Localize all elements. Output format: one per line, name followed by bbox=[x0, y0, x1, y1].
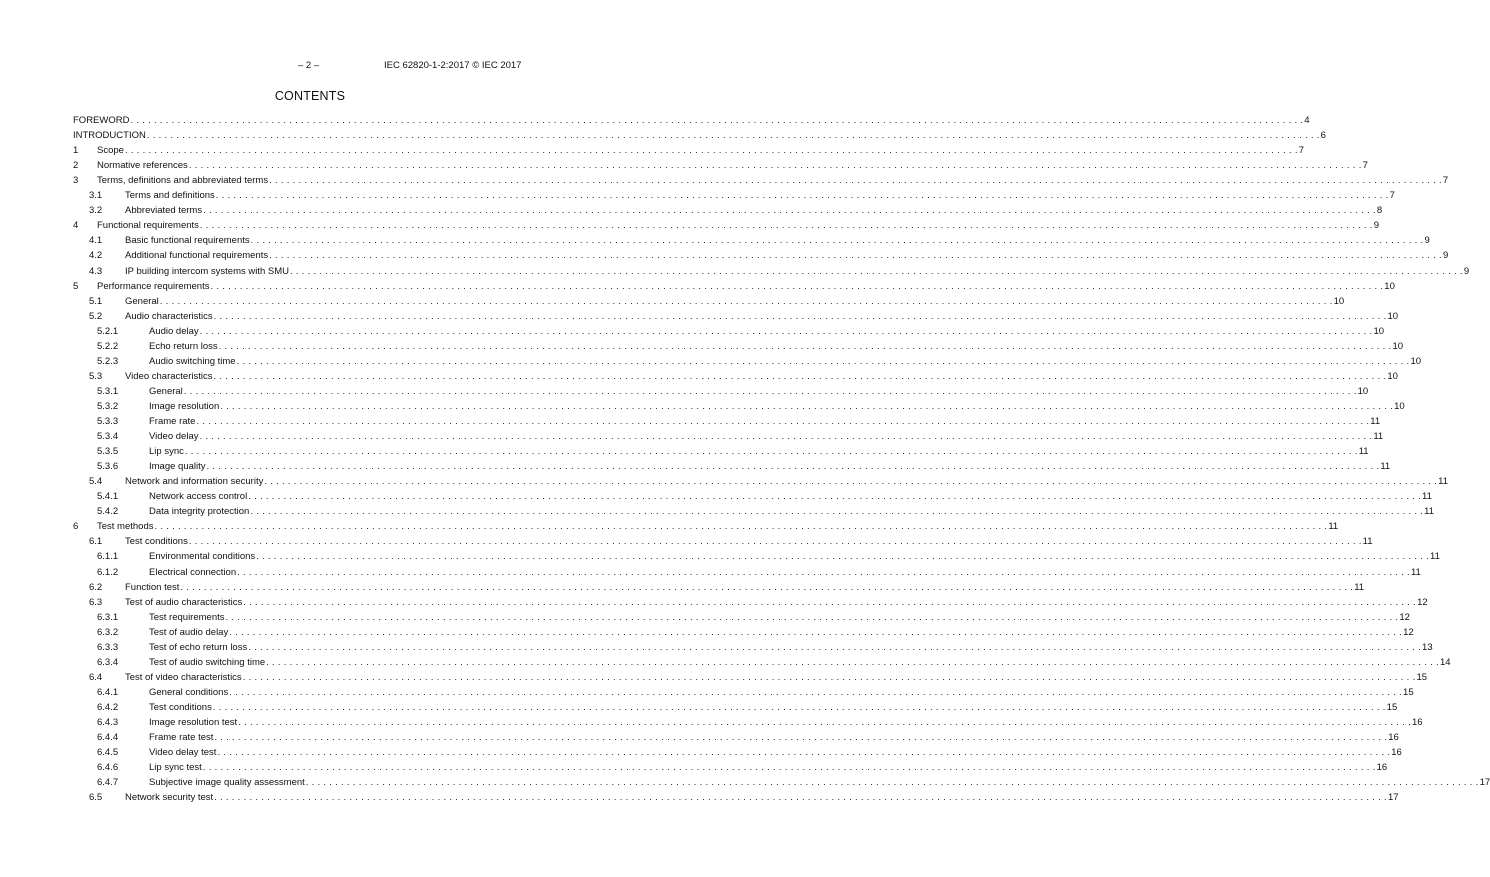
toc-entry-page: 11 bbox=[1328, 521, 1339, 533]
toc-entry-page: 13 bbox=[1422, 641, 1433, 653]
toc-entry[interactable] bbox=[73, 488, 1432, 503]
toc-entry-page: 7 bbox=[1389, 190, 1395, 202]
toc-entry-title: Data integrity protection bbox=[149, 506, 250, 518]
toc-dot-leader: . . . . . . . . . . . . . . . . . . . . . . . . . . . . . . . . . . . . . . . . . . . . . . . . . . . . . . . . . . . . . . . . . . . . . . . . . . . . . . . . . . . . . . . . . . . . . . . . . . . . . . . . . . . . . . . . . . . . . . . . . . . . . . . . . . . . . . . . . . . . . . . . . . . . . . . . . . . . . . . . . . . . . . . . . . . . . . . . . . . . . . . . . . . . . . . . . . . . . . . . bbox=[159, 295, 1333, 307]
toc-dot-leader: . . . . . . . . . . . . . . . . . . . . . . . . . . . . . . . . . . . . . . . . . . . . . . . . . . . . . . . . . . . . . . . . . . . . . . . . . . . . . . . . . . . . . . . . . . . . . . . . . . . . . . . . . . . . . . . . . . . . . . . . . . . . . . . . . . . . . . . . . . . . . . . . . . . . . . . . . . . . . . . . . . . . . . . . . . . . . . . . . . . . . . . . . . . . . . . . . . . . . . . . bbox=[225, 611, 1399, 623]
toc-entry[interactable] bbox=[73, 443, 1369, 458]
toc-entry-page: 10 bbox=[1394, 400, 1405, 412]
toc-dot-leader: . . . . . . . . . . . . . . . . . . . . . . . . . . . . . . . . . . . . . . . . . . . . . . . . . . . . . . . . . . . . . . . . . . . . . . . . . . . . . . . . . . . . . . . . . . . . . . . . . . . . . . . . . . . . . . . . . . . . . . . . . . . . . . . . . . . . . . . . . . . . . . . . . . . . . . . . . . . . . . . . . . . . . . . . . . . . . . . . . . . . . . . . . . . . . . . . . . . . . . . . bbox=[269, 250, 1442, 262]
toc-entry-number: 5.3 bbox=[89, 370, 103, 382]
toc-entry-page: 17 bbox=[1388, 792, 1399, 804]
toc-entry[interactable] bbox=[73, 518, 1339, 533]
toc-entry[interactable] bbox=[73, 579, 1365, 594]
toc-dot-leader: . . . . . . . . . . . . . . . . . . . . . . . . . . . . . . . . . . . . . . . . . . . . . . . . . . . . . . . . . . . . . . . . . . . . . . . . . . . . . . . . . . . . . . . . . . . . . . . . . . . . . . . . . . . . . . . . . . . . . . . . . . . . . . . . . . . . . . . . . . . . . . . . . . . . . . . . . . . . . . . . . . . . . . . . . . . . . . . . . . . . . . . . . . . . . . . . . . . . . . . . bbox=[124, 145, 1298, 157]
toc-dot-leader: . . . . . . . . . . . . . . . . . . . . . . . . . . . . . . . . . . . . . . . . . . . . . . . . . . . . . . . . . . . . . . . . . . . . . . . . . . . . . . . . . . . . . . . . . . . . . . . . . . . . . . . . . . . . . . . . . . . . . . . . . . . . . . . . . . . . . . . . . . . . . . . . . . . . . . . . . . . . . . . . . . . . . . . . . . . . . . . . . . . . . . . . . . . . . . . . . . . . . . . . bbox=[238, 717, 1412, 728]
toc-dot-leader: . . . . . . . . . . . . . . . . . . . . . . . . . . . . . . . . . . . . . . . . . . . . . . . . . . . . . . . . . . . . . . . . . . . . . . . . . . . . . . . . . . . . . . . . . . . . . . . . . . . . . . . . . . . . . . . . . . . . . . . . . . . . . . . . . . . . . . . . . . . . . . . . . . . . . . . . . . . . . . . . . . . . . . . . . . . . . . . . . . . . . . . . . . . . . . . . . . . . . . . . bbox=[236, 355, 1410, 367]
toc-dot-leader: . . . . . . . . . . . . . . . . . . . . . . . . . . . . . . . . . . . . . . . . . . . . . . . . . . . . . . . . . . . . . . . . . . . . . . . . . . . . . . . . . . . . . . . . . . . . . . . . . . . . . . . . . . . . . . . . . . . . . . . . . . . . . . . . . . . . . . . . . . . . . . . . . . . . . . . . . . . . . . . . . . . . . . . . . . . . . . . . . . . . . . . . . . . . . . . . . . . . . . . . bbox=[290, 265, 1463, 277]
toc-entry-number: 2 bbox=[73, 160, 79, 172]
toc-dot-leader: . . . . . . . . . . . . . . . . . . . . . . . . . . . . . . . . . . . . . . . . . . . . . . . . . . . . . . . . . . . . . . . . . . . . . . . . . . . . . . . . . . . . . . . . . . . . . . . . . . . . . . . . . . . . . . . . . . . . . . . . . . . . . . . . . . . . . . . . . . . . . . . . . . . . . . . . . . . . . . . . . . . . . . . . . . . . . . . . . . . . . . . . . . . . . . . . . . . . . . . . bbox=[183, 385, 1357, 397]
toc-dot-leader: . . . . . . . . . . . . . . . . . . . . . . . . . . . . . . . . . . . . . . . . . . . . . . . . . . . . . . . . . . . . . . . . . . . . . . . . . . . . . . . . . . . . . . . . . . . . . . . . . . . . . . . . . . . . . . . . . . . . . . . . . . . . . . . . . . . . . . . . . . . . . . . . . . . . . . . . . . . . . . . . . . . . . . . . . . . . . . . . . . . . . . . . . . . . . . . . . . . . . . . . bbox=[237, 566, 1410, 578]
toc-dot-leader: . . . . . . . . . . . . . . . . . . . . . . . . . . . . . . . . . . . . . . . . . . . . . . . . . . . . . . . . . . . . . . . . . . . . . . . . . . . . . . . . . . . . . . . . . . . . . . . . . . . . . . . . . . . . . . . . . . . . . . . . . . . . . . . . . . . . . . . . . . . . . . . . . . . . . . . . . . . . . . . . . . . . . . . . . . . . . . . . . . . . . . . . . . . . . . . . . . . . . . . . bbox=[250, 506, 1424, 518]
toc-entry-page: 10 bbox=[1410, 355, 1422, 367]
toc-dot-leader: . . . . . . . . . . . . . . . . . . . . . . . . . . . . . . . . . . . . . . . . . . . . . . . . . . . . . . . . . . . . . . . . . . . . . . . . . . . . . . . . . . . . . . . . . . . . . . . . . . . . . . . . . . . . . . . . . . . . . . . . . . . . . . . . . . . . . . . . . . . . . . . . . . . . . . . . . . . . . . . . . . . . . . . . . . . . . . . . . . . . . . . . . . . . . . . . . . . . . . . . bbox=[218, 340, 1392, 352]
toc-entry-title: Test of audio switching time bbox=[149, 656, 266, 668]
toc-entry-page: 9 bbox=[1463, 265, 1470, 277]
toc-entry-page: 11 bbox=[1354, 581, 1365, 593]
toc-entry-title: Performance requirements bbox=[97, 280, 210, 292]
toc-entry-title: Environmental conditions bbox=[149, 551, 256, 563]
page-number: – 2 – bbox=[298, 60, 320, 71]
toc-entry[interactable] bbox=[73, 533, 1373, 548]
toc-entry-number: 6 bbox=[73, 521, 79, 533]
toc-entry-title: Network and information security bbox=[125, 476, 264, 488]
toc-entry-title: Test conditions bbox=[125, 536, 188, 548]
toc-dot-leader: . . . . . . . . . . . . . . . . . . . . . . . . . . . . . . . . . . . . . . . . . . . . . . . . . . . . . . . . . . . . . . . . . . . . . . . . . . . . . . . . . . . . . . . . . . . . . . . . . . . . . . . . . . . . . . . . . . . . . . . . . . . . . . . . . . . . . . . . . . . . . . . . . . . . . . . . . . . . . . . . . . . . . . . . . . . . . . . . . . . . . . . . . . . . . . . . . . . . . . . . bbox=[203, 205, 1376, 217]
toc-entry-title: Subjective image quality assessment bbox=[149, 777, 305, 789]
toc-entry-number: 3.1 bbox=[89, 190, 103, 202]
toc-entry-number: 6.4.6 bbox=[97, 762, 119, 774]
page-title: CONTENTS bbox=[274, 89, 346, 103]
toc-dot-leader: . . . . . . . . . . . . . . . . . . . . . . . . . . . . . . . . . . . . . . . . . . . . . . . . . . . . . . . . . . . . . . . . . . . . . . . . . . . . . . . . . . . . . . . . . . . . . . . . . . . . . . . . . . . . . . . . . . . . . . . . . . . . . . . . . . . . . . . . . . . . . . . . . . . . . . . . . . . . . . . . . . . . . . . . . . . . . . . . . . . . . . . . . . . . . . . . . . . . . . . . bbox=[188, 536, 1362, 548]
toc-entry-page: 11 bbox=[1438, 476, 1449, 488]
toc-entry-page: 9 bbox=[1442, 250, 1449, 262]
toc-entry[interactable] bbox=[73, 458, 1391, 473]
toc-entry-title: Lip sync test bbox=[149, 762, 202, 774]
toc-entry[interactable] bbox=[73, 428, 1384, 443]
toc-entry-title: Terms and definitions bbox=[125, 190, 215, 202]
toc-entry-title: Normative references bbox=[97, 160, 188, 172]
toc-entry[interactable] bbox=[73, 172, 1449, 187]
toc-entry[interactable] bbox=[73, 232, 1430, 247]
toc-entry-number: 6.3.1 bbox=[97, 611, 119, 623]
toc-entry[interactable] bbox=[73, 564, 1421, 579]
toc-entry-title: Terms, definitions and abbreviated terms bbox=[97, 175, 269, 187]
toc-entry-number: 5.1 bbox=[89, 295, 103, 307]
toc-entry-number: 5.2.3 bbox=[97, 355, 119, 367]
toc-entry-number: 6.5 bbox=[89, 792, 103, 804]
toc-entry-title: Echo return loss bbox=[149, 340, 218, 352]
toc-dot-leader: . . . . . . . . . . . . . . . . . . . . . . . . . . . . . . . . . . . . . . . . . . . . . . . . . . . . . . . . . . . . . . . . . . . . . . . . . . . . . . . . . . . . . . . . . . . . . . . . . . . . . . . . . . . . . . . . . . . . . . . . . . . . . . . . . . . . . . . . . . . . . . . . . . . . . . . . . . . . . . . . . . . . . . . . . . . . . . . . . . . . . . . . . . . . . . . . . . . . . . . . bbox=[212, 701, 1386, 713]
toc-entry-page: 15 bbox=[1416, 671, 1428, 683]
toc-entry[interactable] bbox=[73, 127, 1326, 142]
toc-entry-title: Video delay bbox=[149, 431, 199, 443]
toc-entry-page: 10 bbox=[1392, 340, 1404, 352]
toc-entry-title: General bbox=[125, 295, 159, 307]
toc-dot-leader: . . . . . . . . . . . . . . . . . . . . . . . . . . . . . . . . . . . . . . . . . . . . . . . . . . . . . . . . . . . . . . . . . . . . . . . . . . . . . . . . . . . . . . . . . . . . . . . . . . . . . . . . . . . . . . . . . . . . . . . . . . . . . . . . . . . . . . . . . . . . . . . . . . . . . . . . . . . . . . . . . . . . . . . . . . . . . . . . . . . . . . . . . . . . . . . . . . . . . . . . bbox=[229, 626, 1403, 638]
toc-entry-title: Lip sync bbox=[149, 446, 184, 458]
toc-entry-page: 16 bbox=[1391, 747, 1402, 759]
toc-entry[interactable] bbox=[73, 473, 1449, 488]
toc-entry[interactable] bbox=[73, 142, 1305, 157]
toc-entry[interactable] bbox=[73, 669, 1428, 684]
toc-entry-title: General conditions bbox=[149, 686, 229, 698]
toc-entry-page: 16 bbox=[1388, 732, 1399, 744]
toc-dot-leader: . . . . . . . . . . . . . . . . . . . . . . . . . . . . . . . . . . . . . . . . . . . . . . . . . . . . . . . . . . . . . . . . . . . . . . . . . . . . . . . . . . . . . . . . . . . . . . . . . . . . . . . . . . . . . . . . . . . . . . . . . . . . . . . . . . . . . . . . . . . . . . . . . . . . . . . . . . . . . . . . . . . . . . . . . . . . . . . . . . . . . . . . . . . . . . . . . . . . . . . . bbox=[154, 521, 1328, 533]
toc-entry-page: 11 bbox=[1410, 566, 1421, 578]
toc-entry[interactable] bbox=[73, 293, 1345, 308]
toc-entry[interactable] bbox=[73, 759, 1388, 774]
toc-entry[interactable] bbox=[73, 112, 1310, 127]
toc-entry-number: 5.4.1 bbox=[97, 491, 119, 503]
toc-entry-page: 10 bbox=[1333, 295, 1345, 307]
toc-dot-leader: . . . . . . . . . . . . . . . . . . . . . . . . . . . . . . . . . . . . . . . . . . . . . . . . . . . . . . . . . . . . . . . . . . . . . . . . . . . . . . . . . . . . . . . . . . . . . . . . . . . . . . . . . . . . . . . . . . . . . . . . . . . . . . . . . . . . . . . . . . . . . . . . . . . . . . . . . . . . . . . . . . . . . . . . . . . . . . . . . . . . . . . . . . . . . . . . . . . . . . . . bbox=[250, 235, 1424, 247]
toc-entry-number: 4.3 bbox=[89, 265, 103, 277]
toc-entry-title: Test requirements bbox=[149, 611, 225, 623]
toc-entry-page: 4 bbox=[1304, 115, 1310, 126]
toc-dot-leader: . . . . . . . . . . . . . . . . . . . . . . . . . . . . . . . . . . . . . . . . . . . . . . . . . . . . . . . . . . . . . . . . . . . . . . . . . . . . . . . . . . . . . . . . . . . . . . . . . . . . . . . . . . . . . . . . . . . . . . . . . . . . . . . . . . . . . . . . . . . . . . . . . . . . . . . . . . . . . . . . . . . . . . . . . . . . . . . . . . . . . . . . . . . . . . . . . . . . . . . . bbox=[305, 777, 1479, 789]
toc-dot-leader: . . . . . . . . . . . . . . . . . . . . . . . . . . . . . . . . . . . . . . . . . . . . . . . . . . . . . . . . . . . . . . . . . . . . . . . . . . . . . . . . . . . . . . . . . . . . . . . . . . . . . . . . . . . . . . . . . . . . . . . . . . . . . . . . . . . . . . . . . . . . . . . . . . . . . . . . . . . . . . . . . . . . . . . . . . . . . . . . . . . . . . . . . . . . . . . . . . . . . . . . bbox=[243, 596, 1417, 608]
toc-entry[interactable] bbox=[73, 609, 1410, 624]
toc-dot-leader: . . . . . . . . . . . . . . . . . . . . . . . . . . . . . . . . . . . . . . . . . . . . . . . . . . . . . . . . . . . . . . . . . . . . . . . . . . . . . . . . . . . . . . . . . . . . . . . . . . . . . . . . . . . . . . . . . . . . . . . . . . . . . . . . . . . . . . . . . . . . . . . . . . . . . . . . . . . . . . . . . . . . . . . . . . . . . . . . . . . . . . . . . . . . . . . . . . . . . . . . bbox=[206, 461, 1380, 473]
toc-entry-number: 6.1.2 bbox=[97, 566, 119, 578]
toc-entry-title: Test of video characteristics bbox=[125, 671, 242, 683]
toc-entry-page: 7 bbox=[1442, 175, 1449, 187]
toc-entry-page: 10 bbox=[1387, 370, 1398, 382]
toc-entry-page: 16 bbox=[1376, 762, 1388, 774]
toc-entry-title: Test of audio delay bbox=[149, 626, 229, 638]
toc-entry[interactable] bbox=[73, 789, 1399, 804]
toc-entry-title: Test of audio characteristics bbox=[125, 596, 243, 608]
toc-entry-number: 5.4 bbox=[89, 476, 103, 488]
toc-dot-leader: . . . . . . . . . . . . . . . . . . . . . . . . . . . . . . . . . . . . . . . . . . . . . . . . . . . . . . . . . . . . . . . . . . . . . . . . . . . . . . . . . . . . . . . . . . . . . . . . . . . . . . . . . . . . . . . . . . . . . . . . . . . . . . . . . . . . . . . . . . . . . . . . . . . . . . . . . . . . . . . . . . . . . . . . . . . . . . . . . . . . . . . . . . . . . . . . . . . . . . . . bbox=[130, 115, 1304, 126]
toc-entry[interactable] bbox=[73, 202, 1383, 217]
toc-entry-number: 6.1.1 bbox=[97, 551, 119, 563]
toc-entry[interactable] bbox=[73, 217, 1380, 232]
toc-entry[interactable] bbox=[73, 729, 1399, 744]
toc-dot-leader: . . . . . . . . . . . . . . . . . . . . . . . . . . . . . . . . . . . . . . . . . . . . . . . . . . . . . . . . . . . . . . . . . . . . . . . . . . . . . . . . . . . . . . . . . . . . . . . . . . . . . . . . . . . . . . . . . . . . . . . . . . . . . . . . . . . . . . . . . . . . . . . . . . . . . . . . . . . . . . . . . . . . . . . . . . . . . . . . . . . . . . . . . . . . . . . . . . . . . . . . bbox=[256, 551, 1429, 563]
toc-entry-title: FOREWORD bbox=[73, 115, 130, 126]
toc-entry-page: 10 bbox=[1373, 325, 1385, 337]
toc-entry[interactable] bbox=[73, 338, 1404, 353]
toc-entry-number: 6.3.3 bbox=[97, 641, 119, 653]
toc-entry-title: Image resolution test bbox=[149, 717, 238, 728]
toc-entry-title: Audio characteristics bbox=[125, 310, 213, 322]
toc-entry-number: 6.4 bbox=[89, 671, 103, 683]
toc-entry-title: Electrical connection bbox=[149, 566, 237, 578]
toc-dot-leader: . . . . . . . . . . . . . . . . . . . . . . . . . . . . . . . . . . . . . . . . . . . . . . . . . . . . . . . . . . . . . . . . . . . . . . . . . . . . . . . . . . . . . . . . . . . . . . . . . . . . . . . . . . . . . . . . . . . . . . . . . . . . . . . . . . . . . . . . . . . . . . . . . . . . . . . . . . . . . . . . . . . . . . . . . . . . . . . . . . . . . . . . . . . . . . . . . . . . . . . . bbox=[146, 130, 1320, 142]
toc-dot-leader: . . . . . . . . . . . . . . . . . . . . . . . . . . . . . . . . . . . . . . . . . . . . . . . . . . . . . . . . . . . . . . . . . . . . . . . . . . . . . . . . . . . . . . . . . . . . . . . . . . . . . . . . . . . . . . . . . . . . . . . . . . . . . . . . . . . . . . . . . . . . . . . . . . . . . . . . . . . . . . . . . . . . . . . . . . . . . . . . . . . . . . . . . . . . . . . . . . . . . . . . bbox=[248, 641, 1422, 653]
toc-dot-leader: . . . . . . . . . . . . . . . . . . . . . . . . . . . . . . . . . . . . . . . . . . . . . . . . . . . . . . . . . . . . . . . . . . . . . . . . . . . . . . . . . . . . . . . . . . . . . . . . . . . . . . . . . . . . . . . . . . . . . . . . . . . . . . . . . . . . . . . . . . . . . . . . . . . . . . . . . . . . . . . . . . . . . . . . . . . . . . . . . . . . . . . . . . . . . . . . . . . . . . . . bbox=[214, 732, 1388, 744]
toc-entry[interactable] bbox=[73, 548, 1440, 563]
toc-entry-number: 6.3.4 bbox=[97, 656, 119, 668]
toc-entry[interactable] bbox=[73, 323, 1385, 338]
toc-entry-page: 11 bbox=[1429, 551, 1440, 563]
toc-entry-page: 9 bbox=[1373, 220, 1380, 232]
toc-entry-page: 10 bbox=[1384, 280, 1395, 292]
toc-entry-title: Additional functional requirements bbox=[125, 250, 269, 262]
toc-entry-number: 1 bbox=[73, 145, 79, 157]
toc-entry-page: 10 bbox=[1357, 385, 1369, 397]
toc-entry-title: INTRODUCTION bbox=[73, 130, 146, 142]
toc-entry-number: 6.4.2 bbox=[97, 701, 119, 713]
toc-entry-page: 12 bbox=[1417, 596, 1428, 608]
toc-entry-page: 7 bbox=[1298, 145, 1305, 157]
toc-entry-number: 6.2 bbox=[89, 581, 103, 593]
toc-entry-title: Function test bbox=[125, 581, 180, 593]
toc-entry-title: Network security test bbox=[125, 792, 214, 804]
toc-entry[interactable] bbox=[73, 714, 1423, 729]
toc-entry-number: 6.3.2 bbox=[97, 626, 119, 638]
toc-dot-leader: . . . . . . . . . . . . . . . . . . . . . . . . . . . . . . . . . . . . . . . . . . . . . . . . . . . . . . . . . . . . . . . . . . . . . . . . . . . . . . . . . . . . . . . . . . . . . . . . . . . . . . . . . . . . . . . . . . . . . . . . . . . . . . . . . . . . . . . . . . . . . . . . . . . . . . . . . . . . . . . . . . . . . . . . . . . . . . . . . . . . . . . . . . . . . . . . . . . . . . . . bbox=[242, 671, 1416, 683]
toc-dot-leader: . . . . . . . . . . . . . . . . . . . . . . . . . . . . . . . . . . . . . . . . . . . . . . . . . . . . . . . . . . . . . . . . . . . . . . . . . . . . . . . . . . . . . . . . . . . . . . . . . . . . . . . . . . . . . . . . . . . . . . . . . . . . . . . . . . . . . . . . . . . . . . . . . . . . . . . . . . . . . . . . . . . . . . . . . . . . . . . . . . . . . . . . . . . . . . . . . . . . . . . . bbox=[199, 431, 1373, 443]
toc-entry[interactable] bbox=[73, 684, 1414, 699]
toc-entry-page: 11 bbox=[1380, 461, 1391, 473]
toc-dot-leader: . . . . . . . . . . . . . . . . . . . . . . . . . . . . . . . . . . . . . . . . . . . . . . . . . . . . . . . . . . . . . . . . . . . . . . . . . . . . . . . . . . . . . . . . . . . . . . . . . . . . . . . . . . . . . . . . . . . . . . . . . . . . . . . . . . . . . . . . . . . . . . . . . . . . . . . . . . . . . . . . . . . . . . . . . . . . . . . . . . . . . . . . . . . . . . . . . . . . . . . . bbox=[264, 476, 1438, 488]
toc-entry-page: 11 bbox=[1424, 506, 1435, 518]
toc-entry-number: 6.4.3 bbox=[97, 717, 119, 728]
toc-entry[interactable] bbox=[73, 413, 1381, 428]
toc-entry[interactable] bbox=[73, 594, 1428, 609]
toc-entry-number: 5.2.1 bbox=[97, 325, 119, 337]
toc-dot-leader: . . . . . . . . . . . . . . . . . . . . . . . . . . . . . . . . . . . . . . . . . . . . . . . . . . . . . . . . . . . . . . . . . . . . . . . . . . . . . . . . . . . . . . . . . . . . . . . . . . . . . . . . . . . . . . . . . . . . . . . . . . . . . . . . . . . . . . . . . . . . . . . . . . . . . . . . . . . . . . . . . . . . . . . . . . . . . . . . . . . . . . . . . . . . . . . . . . . . . . . . bbox=[229, 686, 1403, 698]
toc-dot-leader: . . . . . . . . . . . . . . . . . . . . . . . . . . . . . . . . . . . . . . . . . . . . . . . . . . . . . . . . . . . . . . . . . . . . . . . . . . . . . . . . . . . . . . . . . . . . . . . . . . . . . . . . . . . . . . . . . . . . . . . . . . . . . . . . . . . . . . . . . . . . . . . . . . . . . . . . . . . . . . . . . . . . . . . . . . . . . . . . . . . . . . . . . . . . . . . . . . . . . . . . bbox=[184, 446, 1358, 458]
toc-entry-page: 14 bbox=[1440, 656, 1451, 668]
toc-entry-title: Test methods bbox=[97, 521, 154, 533]
toc-entry-page: 11 bbox=[1370, 416, 1381, 427]
toc-entry-number: 6.1 bbox=[89, 536, 103, 548]
toc-entry[interactable] bbox=[73, 187, 1395, 202]
toc-entry[interactable] bbox=[73, 699, 1398, 714]
toc-entry-title: Video characteristics bbox=[125, 370, 213, 382]
toc-entry-number: 4.2 bbox=[89, 250, 103, 262]
toc-entry-title: General bbox=[149, 385, 183, 397]
toc-entry[interactable] bbox=[73, 398, 1405, 413]
toc-entry-title: Abbreviated terms bbox=[125, 205, 203, 217]
toc-entry[interactable] bbox=[73, 278, 1395, 293]
toc-dot-leader: . . . . . . . . . . . . . . . . . . . . . . . . . . . . . . . . . . . . . . . . . . . . . . . . . . . . . . . . . . . . . . . . . . . . . . . . . . . . . . . . . . . . . . . . . . . . . . . . . . . . . . . . . . . . . . . . . . . . . . . . . . . . . . . . . . . . . . . . . . . . . . . . . . . . . . . . . . . . . . . . . . . . . . . . . . . . . . . . . . . . . . . . . . . . . . . . . . . . . . . . bbox=[213, 310, 1387, 322]
toc-entry-number: 5.3.1 bbox=[97, 385, 119, 397]
toc-entry-page: 12 bbox=[1399, 611, 1410, 623]
toc-entry-page: 11 bbox=[1362, 536, 1373, 548]
toc-dot-leader: . . . . . . . . . . . . . . . . . . . . . . . . . . . . . . . . . . . . . . . . . . . . . . . . . . . . . . . . . . . . . . . . . . . . . . . . . . . . . . . . . . . . . . . . . . . . . . . . . . . . . . . . . . . . . . . . . . . . . . . . . . . . . . . . . . . . . . . . . . . . . . . . . . . . . . . . . . . . . . . . . . . . . . . . . . . . . . . . . . . . . . . . . . . . . . . . . . . . . . . . bbox=[188, 160, 1362, 172]
toc-entry-number: 5.3.5 bbox=[97, 446, 119, 458]
toc-dot-leader: . . . . . . . . . . . . . . . . . . . . . . . . . . . . . . . . . . . . . . . . . . . . . . . . . . . . . . . . . . . . . . . . . . . . . . . . . . . . . . . . . . . . . . . . . . . . . . . . . . . . . . . . . . . . . . . . . . . . . . . . . . . . . . . . . . . . . . . . . . . . . . . . . . . . . . . . . . . . . . . . . . . . . . . . . . . . . . . . . . . . . . . . . . . . . . . . . . . . . . . . bbox=[210, 280, 1384, 292]
toc-entry[interactable] bbox=[73, 308, 1399, 323]
toc-entry-number: 5.4.2 bbox=[97, 506, 119, 518]
toc-entry-page: 10 bbox=[1387, 310, 1399, 322]
toc-entry-number: 4.1 bbox=[89, 235, 103, 247]
toc-entry-page: 8 bbox=[1376, 205, 1383, 217]
toc-entry-page: 11 bbox=[1422, 491, 1432, 503]
toc-entry-page: 16 bbox=[1412, 717, 1423, 728]
toc-entry-number: 3 bbox=[73, 175, 79, 187]
toc-entry[interactable] bbox=[73, 774, 1490, 789]
toc-entry-title: IP building intercom systems with SMU bbox=[125, 265, 290, 277]
toc-dot-leader: . . . . . . . . . . . . . . . . . . . . . . . . . . . . . . . . . . . . . . . . . . . . . . . . . . . . . . . . . . . . . . . . . . . . . . . . . . . . . . . . . . . . . . . . . . . . . . . . . . . . . . . . . . . . . . . . . . . . . . . . . . . . . . . . . . . . . . . . . . . . . . . . . . . . . . . . . . . . . . . . . . . . . . . . . . . . . . . . . . . . . . . . . . . . . . . . . . . . . . . . bbox=[215, 190, 1389, 202]
toc-entry[interactable] bbox=[73, 744, 1402, 759]
toc-entry[interactable] bbox=[73, 263, 1470, 278]
toc-entry-number: 6.4.4 bbox=[97, 732, 119, 744]
toc-entry-number: 5 bbox=[73, 280, 79, 292]
toc-entry-page: 6 bbox=[1320, 130, 1326, 142]
toc-entry-title: Frame rate bbox=[149, 416, 196, 427]
toc-entry-page: 15 bbox=[1403, 686, 1414, 698]
toc-dot-leader: . . . . . . . . . . . . . . . . . . . . . . . . . . . . . . . . . . . . . . . . . . . . . . . . . . . . . . . . . . . . . . . . . . . . . . . . . . . . . . . . . . . . . . . . . . . . . . . . . . . . . . . . . . . . . . . . . . . . . . . . . . . . . . . . . . . . . . . . . . . . . . . . . . . . . . . . . . . . . . . . . . . . . . . . . . . . . . . . . . . . . . . . . . . . . . . . . . . . . . . . bbox=[199, 220, 1373, 232]
toc-entry-page: 7 bbox=[1362, 160, 1368, 172]
toc-entry-title: Image quality bbox=[149, 461, 206, 473]
toc-dot-leader: . . . . . . . . . . . . . . . . . . . . . . . . . . . . . . . . . . . . . . . . . . . . . . . . . . . . . . . . . . . . . . . . . . . . . . . . . . . . . . . . . . . . . . . . . . . . . . . . . . . . . . . . . . . . . . . . . . . . . . . . . . . . . . . . . . . . . . . . . . . . . . . . . . . . . . . . . . . . . . . . . . . . . . . . . . . . . . . . . . . . . . . . . . . . . . . . . . . . . . . . bbox=[199, 325, 1373, 337]
toc-dot-leader: . . . . . . . . . . . . . . . . . . . . . . . . . . . . . . . . . . . . . . . . . . . . . . . . . . . . . . . . . . . . . . . . . . . . . . . . . . . . . . . . . . . . . . . . . . . . . . . . . . . . . . . . . . . . . . . . . . . . . . . . . . . . . . . . . . . . . . . . . . . . . . . . . . . . . . . . . . . . . . . . . . . . . . . . . . . . . . . . . . . . . . . . . . . . . . . . . . . . . . . . bbox=[213, 370, 1387, 382]
toc-entry-page: 12 bbox=[1403, 626, 1414, 638]
toc-entry-number: 6.4.1 bbox=[97, 686, 119, 698]
toc-entry-page: 15 bbox=[1386, 701, 1398, 713]
toc-entry-number: 4 bbox=[73, 220, 79, 232]
toc-entry-title: Image resolution bbox=[149, 400, 220, 412]
toc-entry-title: Audio switching time bbox=[149, 355, 236, 367]
toc-entry-number: 5.2 bbox=[89, 310, 103, 322]
toc-entry[interactable] bbox=[73, 368, 1398, 383]
toc-dot-leader: . . . . . . . . . . . . . . . . . . . . . . . . . . . . . . . . . . . . . . . . . . . . . . . . . . . . . . . . . . . . . . . . . . . . . . . . . . . . . . . . . . . . . . . . . . . . . . . . . . . . . . . . . . . . . . . . . . . . . . . . . . . . . . . . . . . . . . . . . . . . . . . . . . . . . . . . . . . . . . . . . . . . . . . . . . . . . . . . . . . . . . . . . . . . . . . . . . . . . . . . bbox=[196, 416, 1370, 427]
toc-dot-leader: . . . . . . . . . . . . . . . . . . . . . . . . . . . . . . . . . . . . . . . . . . . . . . . . . . . . . . . . . . . . . . . . . . . . . . . . . . . . . . . . . . . . . . . . . . . . . . . . . . . . . . . . . . . . . . . . . . . . . . . . . . . . . . . . . . . . . . . . . . . . . . . . . . . . . . . . . . . . . . . . . . . . . . . . . . . . . . . . . . . . . . . . . . . . . . . . . . . . . . . . bbox=[202, 762, 1376, 774]
toc-entry-page: 9 bbox=[1424, 235, 1430, 247]
toc-dot-leader: . . . . . . . . . . . . . . . . . . . . . . . . . . . . . . . . . . . . . . . . . . . . . . . . . . . . . . . . . . . . . . . . . . . . . . . . . . . . . . . . . . . . . . . . . . . . . . . . . . . . . . . . . . . . . . . . . . . . . . . . . . . . . . . . . . . . . . . . . . . . . . . . . . . . . . . . . . . . . . . . . . . . . . . . . . . . . . . . . . . . . . . . . . . . . . . . . . . . . . . . bbox=[214, 792, 1387, 804]
toc-entry-title: Scope bbox=[97, 145, 124, 157]
toc-entry-title: Frame rate test bbox=[149, 732, 214, 744]
toc-entry-title: Basic functional requirements bbox=[125, 235, 250, 247]
toc-entry-number: 5.3.6 bbox=[97, 461, 119, 473]
toc-entry[interactable] bbox=[73, 639, 1433, 654]
toc-entry[interactable] bbox=[73, 503, 1435, 518]
toc-entry[interactable] bbox=[73, 353, 1422, 368]
toc-entry-number: 5.3.3 bbox=[97, 416, 119, 427]
toc-dot-leader: . . . . . . . . . . . . . . . . . . . . . . . . . . . . . . . . . . . . . . . . . . . . . . . . . . . . . . . . . . . . . . . . . . . . . . . . . . . . . . . . . . . . . . . . . . . . . . . . . . . . . . . . . . . . . . . . . . . . . . . . . . . . . . . . . . . . . . . . . . . . . . . . . . . . . . . . . . . . . . . . . . . . . . . . . . . . . . . . . . . . . . . . . . . . . . . . . . . . . . . . bbox=[217, 747, 1391, 759]
toc-dot-leader: . . . . . . . . . . . . . . . . . . . . . . . . . . . . . . . . . . . . . . . . . . . . . . . . . . . . . . . . . . . . . . . . . . . . . . . . . . . . . . . . . . . . . . . . . . . . . . . . . . . . . . . . . . . . . . . . . . . . . . . . . . . . . . . . . . . . . . . . . . . . . . . . . . . . . . . . . . . . . . . . . . . . . . . . . . . . . . . . . . . . . . . . . . . . . . . . . . . . . . . . bbox=[220, 400, 1394, 412]
toc-entry-title: Video delay test bbox=[149, 747, 217, 759]
document-reference: IEC 62820-1-2:2017 © IEC 2017 bbox=[384, 60, 522, 71]
toc-entry-title: Test conditions bbox=[149, 701, 212, 713]
toc-entry-title: Audio delay bbox=[149, 325, 199, 337]
toc-entry[interactable] bbox=[73, 383, 1369, 398]
toc-entry-number: 6.3 bbox=[89, 596, 103, 608]
toc-entry-page: 17 bbox=[1479, 777, 1490, 789]
toc-dot-leader: . . . . . . . . . . . . . . . . . . . . . . . . . . . . . . . . . . . . . . . . . . . . . . . . . . . . . . . . . . . . . . . . . . . . . . . . . . . . . . . . . . . . . . . . . . . . . . . . . . . . . . . . . . . . . . . . . . . . . . . . . . . . . . . . . . . . . . . . . . . . . . . . . . . . . . . . . . . . . . . . . . . . . . . . . . . . . . . . . . . . . . . . . . . . . . . . . . . . . . . . bbox=[248, 491, 1422, 503]
toc-entry-number: 6.4.7 bbox=[97, 777, 119, 789]
toc-entry-title: Test of echo return loss bbox=[149, 641, 248, 653]
toc-entry-number: 5.3.2 bbox=[97, 400, 119, 412]
toc-dot-leader: . . . . . . . . . . . . . . . . . . . . . . . . . . . . . . . . . . . . . . . . . . . . . . . . . . . . . . . . . . . . . . . . . . . . . . . . . . . . . . . . . . . . . . . . . . . . . . . . . . . . . . . . . . . . . . . . . . . . . . . . . . . . . . . . . . . . . . . . . . . . . . . . . . . . . . . . . . . . . . . . . . . . . . . . . . . . . . . . . . . . . . . . . . . . . . . . . . . . . . . . bbox=[266, 656, 1439, 668]
toc-entry[interactable] bbox=[73, 624, 1414, 639]
toc-entry-number: 6.4.5 bbox=[97, 747, 119, 759]
toc-dot-leader: . . . . . . . . . . . . . . . . . . . . . . . . . . . . . . . . . . . . . . . . . . . . . . . . . . . . . . . . . . . . . . . . . . . . . . . . . . . . . . . . . . . . . . . . . . . . . . . . . . . . . . . . . . . . . . . . . . . . . . . . . . . . . . . . . . . . . . . . . . . . . . . . . . . . . . . . . . . . . . . . . . . . . . . . . . . . . . . . . . . . . . . . . . . . . . . . . . . . . . . . bbox=[180, 581, 1354, 593]
toc-entry-number: 5.2.2 bbox=[97, 340, 119, 352]
toc-entry-number: 5.3.4 bbox=[97, 431, 119, 443]
toc-entry-title: Network access control bbox=[149, 491, 248, 503]
toc-entry-number: 3.2 bbox=[89, 205, 103, 217]
toc-entry-page: 11 bbox=[1358, 446, 1369, 458]
toc-entry-page: 11 bbox=[1373, 431, 1384, 443]
toc-entry[interactable] bbox=[73, 157, 1368, 172]
toc-entry[interactable] bbox=[73, 247, 1449, 262]
toc-entry-title: Functional requirements bbox=[97, 220, 199, 232]
toc-entry[interactable] bbox=[73, 654, 1451, 669]
toc-dot-leader: . . . . . . . . . . . . . . . . . . . . . . . . . . . . . . . . . . . . . . . . . . . . . . . . . . . . . . . . . . . . . . . . . . . . . . . . . . . . . . . . . . . . . . . . . . . . . . . . . . . . . . . . . . . . . . . . . . . . . . . . . . . . . . . . . . . . . . . . . . . . . . . . . . . . . . . . . . . . . . . . . . . . . . . . . . . . . . . . . . . . . . . . . . . . . . . . . . . . . . . . bbox=[269, 175, 1442, 187]
